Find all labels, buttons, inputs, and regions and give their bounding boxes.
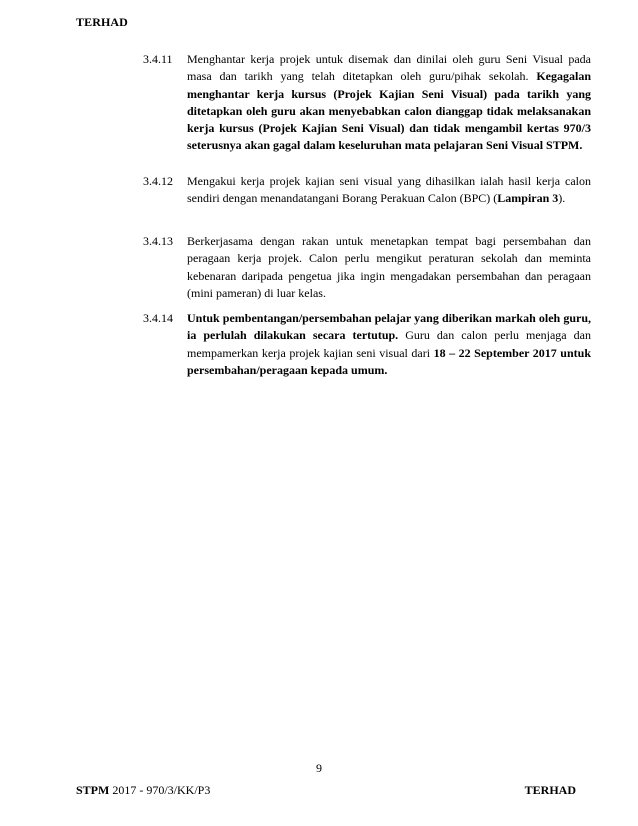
clause-text-part: Berkerjasama dengan rakan untuk menetapkan tempat bagi persembahan dan peragaan kerja projek. Calon perlu mengikut peraturan sekolah dan meminta kebenaran daripada pengetua jika ingin mengadakan persembahan dan peragaan (mini pameran) di luar kelas. bbox=[187, 234, 591, 300]
clause-text-part: ). bbox=[558, 191, 566, 206]
footer-document-code bbox=[76, 783, 210, 798]
clause-3-4-13 bbox=[143, 233, 591, 302]
clause-text-part: Menghantar kerja projek untuk disemak dan dinilai oleh guru Seni Visual pada masa dan tarikh yang telah ditetapkan oleh guru/pihak sekolah. bbox=[187, 52, 591, 84]
clause-text bbox=[187, 51, 591, 155]
clause-number: 3.4.12 bbox=[143, 174, 173, 188]
footer-classification: TERHAD bbox=[524, 783, 576, 797]
clause-text-part: Mengakui kerja projek kajian seni visual yang dihasilkan ialah hasil kerja calon sendiri dengan menandatangani Borang Perakuan Calon (BPC) ( bbox=[187, 174, 591, 206]
clause-text bbox=[187, 310, 591, 379]
clause-text bbox=[187, 173, 591, 208]
footer-code-rest: 2017 - 970/3/KK/P3 bbox=[109, 783, 211, 797]
clause-3-4-12 bbox=[143, 173, 591, 208]
clause-3-4-11 bbox=[143, 51, 591, 155]
footer-code-bold: STPM bbox=[76, 783, 110, 797]
clause-number: 3.4.14 bbox=[143, 311, 173, 325]
clause-number: 3.4.11 bbox=[143, 52, 173, 66]
clause-text-part-bold: Lampiran 3 bbox=[497, 191, 559, 206]
clause-text bbox=[187, 233, 591, 302]
clause-number: 3.4.13 bbox=[143, 234, 173, 248]
page-number: 9 bbox=[316, 761, 322, 775]
clause-text-part-bold: Kegagalan menghantar kerja kursus (Projek Kajian Seni Visual) pada tarikh yang ditetapkan oleh guru akan menyebabkan calon dianggap tidak melaksanakan kerja kursus (Projek Kajian Seni Visual) dan tidak mengambil kertas 970/3 seterusnya akan gagal dalam keseluruhan mata pelajaran Seni Visual STPM. bbox=[187, 69, 591, 153]
clause-3-4-14 bbox=[143, 310, 591, 379]
clause-text-part: Guru dan calon perlu menjaga dan mempamerkan kerja projek kajian seni visual dari bbox=[187, 328, 591, 360]
clause-text-part-bold: Untuk pembentangan/persembahan pelajar yang diberikan markah oleh guru, ia perlulah dilakukan secara tertutup. bbox=[187, 311, 591, 343]
header-classification: TERHAD bbox=[76, 15, 128, 29]
clause-text-part-bold: 18 – 22 September 2017 untuk persembahan/peragaan kepada umum. bbox=[187, 345, 591, 377]
